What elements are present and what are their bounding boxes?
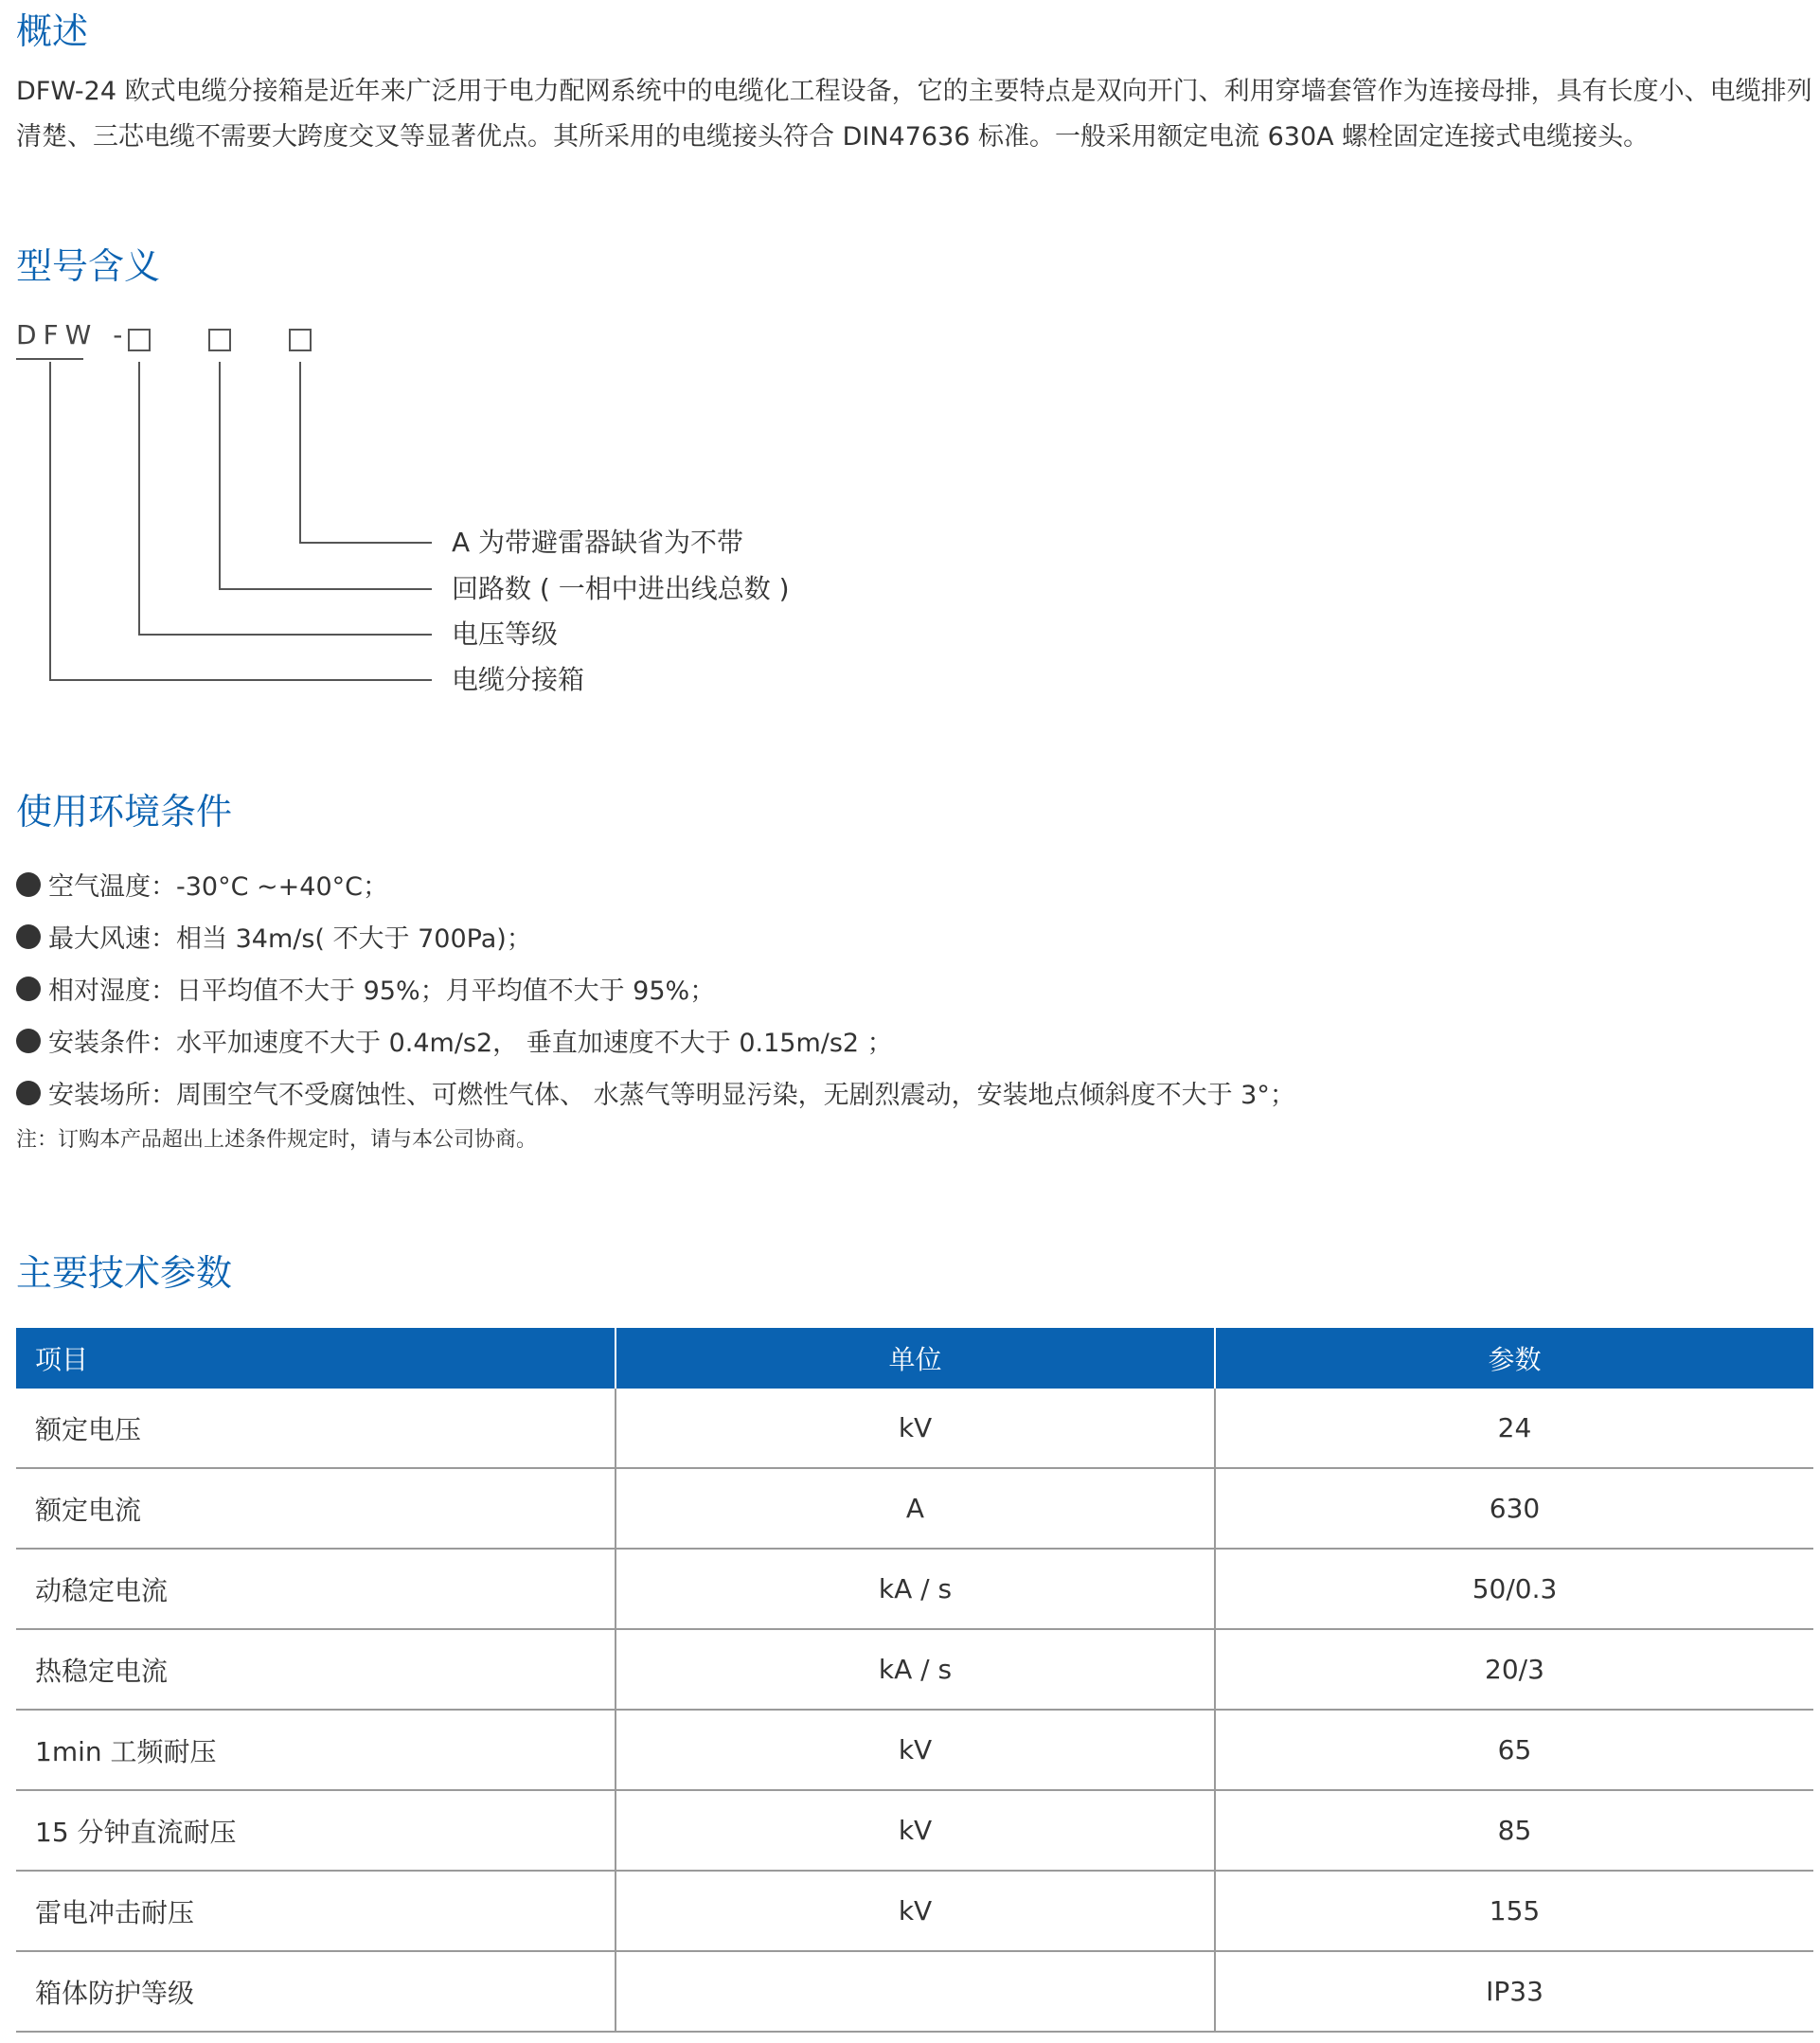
condition-text: 安装条件：水平加速度不大于 0.4m/s2， 垂直加速度不大于 0.15m/s2 ； xyxy=(48,1029,893,1058)
table-row xyxy=(16,1871,1813,1951)
cell-item: 额定电压 xyxy=(16,1389,616,1468)
condition-item xyxy=(16,1066,1295,1119)
bullet-icon xyxy=(16,924,41,949)
leader-line-circuits xyxy=(220,362,432,589)
table-row xyxy=(16,1389,1813,1468)
params-table xyxy=(16,1328,1813,2033)
bullet-icon xyxy=(16,977,41,1001)
condition-item xyxy=(16,858,1295,910)
header-unit: 单位 xyxy=(616,1328,1215,1389)
cell-item: 15 分钟直流耐压 xyxy=(16,1790,616,1871)
table-row xyxy=(16,1549,1813,1629)
cell-unit: kV xyxy=(616,1790,1215,1871)
cell-item: 雷电冲击耐压 xyxy=(16,1871,616,1951)
overview-paragraph: DFW-24 欧式电缆分接箱是近年来广泛用于电力配网系统中的电缆化工程设备，它的主要特点是双向开门、利用穿墙套管作为连接母排，具有长度小、电缆排列清楚、三芯电缆不需要大跨度交叉等显著优点。其所采用的电缆接头符合 DIN47636 标准。一般采用额定电流 630A 螺栓固定连接式电缆接头。 xyxy=(16,77,1812,152)
leader-line-box xyxy=(50,362,432,680)
cell-value: 20/3 xyxy=(1215,1629,1813,1710)
condition-text: 最大风速：相当 34m/s( 不大于 700Pa)； xyxy=(48,924,532,954)
cell-unit: kV xyxy=(616,1871,1215,1951)
cell-value: 50/0.3 xyxy=(1215,1549,1813,1629)
conditions-note: 注：订购本产品超出上述条件规定时，请与本公司协商。 xyxy=(16,1128,538,1152)
condition-text: 安装场所：周围空气不受腐蚀性、可燃性气体、 水蒸气等明显污染，无剧烈震动，安装地点倾斜度不大于 3°； xyxy=(48,1081,1295,1110)
cell-unit: A xyxy=(616,1468,1215,1549)
params-title: 主要技术参数 xyxy=(16,1252,233,1294)
condition-item xyxy=(16,962,1295,1014)
cell-unit: kA / s xyxy=(616,1629,1215,1710)
cell-value: 24 xyxy=(1215,1389,1813,1468)
header-item: 项目 xyxy=(16,1328,616,1389)
cell-item: 热稳定电流 xyxy=(16,1629,616,1710)
table-row xyxy=(16,1951,1813,2032)
model-code: DFW - xyxy=(16,319,130,350)
table-row xyxy=(16,1468,1813,1549)
model-diagram-lines xyxy=(0,313,852,710)
placeholder-box-3 xyxy=(290,330,311,350)
legend-label-voltage: 电压等级 xyxy=(452,618,559,650)
condition-text: 相对湿度：日平均值不大于 95%；月平均值不大于 95%； xyxy=(48,977,716,1006)
placeholder-box-1 xyxy=(129,330,150,350)
cell-item: 1min 工频耐压 xyxy=(16,1710,616,1790)
cell-unit: kV xyxy=(616,1389,1215,1468)
conditions-title: 使用环境条件 xyxy=(16,791,233,833)
condition-item xyxy=(16,910,1295,962)
bullet-icon xyxy=(16,872,41,897)
conditions-list xyxy=(16,858,1295,1119)
bullet-icon xyxy=(16,1029,41,1053)
cell-value: 65 xyxy=(1215,1710,1813,1790)
legend-label-circuits: 回路数 ( 一相中进出线总数 ) xyxy=(452,573,790,604)
leader-line-voltage xyxy=(139,362,432,635)
bullet-icon xyxy=(16,1081,41,1105)
cell-unit xyxy=(616,1951,1215,2032)
table-row xyxy=(16,1790,1813,1871)
legend-label-box: 电缆分接箱 xyxy=(452,664,585,695)
cell-item: 额定电流 xyxy=(16,1468,616,1549)
cell-value: 155 xyxy=(1215,1871,1813,1951)
table-row xyxy=(16,1629,1813,1710)
placeholder-box-2 xyxy=(209,330,230,350)
overview-title: 概述 xyxy=(16,10,89,52)
model-title: 型号含义 xyxy=(16,245,161,287)
cell-value: IP33 xyxy=(1215,1951,1813,2032)
cell-item: 动稳定电流 xyxy=(16,1549,616,1629)
table-row xyxy=(16,1710,1813,1790)
cell-unit: kA / s xyxy=(616,1549,1215,1629)
cell-item: 箱体防护等级 xyxy=(16,1951,616,2032)
cell-value: 630 xyxy=(1215,1468,1813,1549)
cell-value: 85 xyxy=(1215,1790,1813,1871)
cell-unit: kV xyxy=(616,1710,1215,1790)
model-diagram xyxy=(0,313,1820,710)
table-header-row xyxy=(16,1328,1813,1389)
header-value: 参数 xyxy=(1215,1328,1813,1389)
condition-text: 空气温度：-30°C ~+40°C； xyxy=(48,872,388,902)
condition-item xyxy=(16,1014,1295,1066)
legend-label-arrester: A 为带避雷器缺省为不带 xyxy=(452,527,744,558)
leader-line-arrester xyxy=(300,362,432,543)
